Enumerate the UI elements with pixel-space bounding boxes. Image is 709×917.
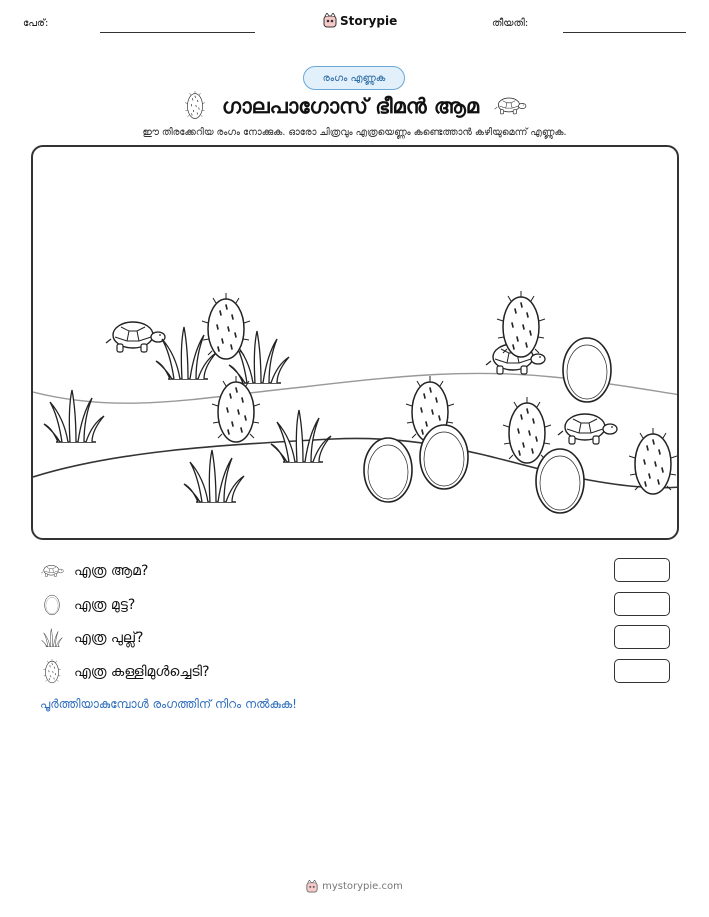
cactus	[503, 397, 551, 463]
egg	[364, 438, 412, 502]
egg	[420, 425, 468, 489]
question-text: എത്ര കള്ളിമുൾച്ചെടി?	[74, 664, 210, 680]
title-row	[0, 90, 709, 122]
site-footer	[0, 880, 709, 893]
answer-box-grass[interactable]	[614, 625, 670, 649]
name-label: പേര്:	[23, 18, 49, 29]
question-text: എത്ര പുല്ല്?	[74, 630, 144, 646]
question-text: എത്ര മുട്ട?	[74, 597, 136, 613]
instructions: ഈ തിരക്കേറിയ രംഗം നോക്കുക. ഓരോ ചിത്രവും എത്രയെണ്ണം കണ്ടെത്താൻ കഴിയുമെന്ന് എണ്ണുക.	[142, 127, 567, 138]
answer-box-eggs[interactable]	[614, 592, 670, 616]
cactus	[202, 293, 250, 359]
turtle	[106, 322, 165, 352]
answer-box-turtles[interactable]	[614, 558, 670, 582]
cactus-icon	[40, 660, 64, 684]
date-label: തീയതി:	[492, 18, 529, 29]
egg	[563, 338, 611, 402]
question-turtles	[40, 558, 670, 584]
site-url[interactable]: mystorypie.com	[322, 881, 403, 892]
grass	[271, 410, 331, 462]
cactus	[629, 428, 677, 494]
question-cactus	[40, 659, 670, 685]
cactus	[212, 376, 260, 442]
turtle-icon	[40, 559, 64, 583]
question-text: എത്ര ആമ?	[74, 563, 149, 579]
activity-badge: രംഗം എണ്ണുക	[303, 66, 405, 90]
grass	[184, 450, 244, 502]
grass	[44, 390, 104, 442]
brand-name: Storypie	[340, 13, 398, 28]
egg-icon	[40, 593, 64, 617]
scene-illustration	[33, 147, 679, 540]
question-grass	[40, 625, 670, 651]
question-eggs	[40, 592, 670, 618]
egg	[536, 449, 584, 513]
brand-logo	[323, 13, 397, 28]
counting-scene	[31, 145, 679, 540]
name-line[interactable]	[100, 32, 255, 33]
date-line[interactable]	[563, 32, 686, 33]
cactus-icon	[182, 91, 208, 121]
storypie-mascot-icon	[306, 880, 318, 893]
answer-box-cactus[interactable]	[614, 659, 670, 683]
turtle-icon	[493, 94, 527, 118]
coloring-note: പൂർത്തിയാകുമ്പോൾ രംഗത്തിന് നിറം നൽകുക!	[40, 697, 297, 711]
grass-icon	[40, 626, 64, 650]
storypie-mascot-icon	[323, 13, 337, 28]
turtle	[558, 414, 617, 444]
page-title: ഗാലപാഗോസ് ഭീമൻ ആമ	[221, 93, 480, 118]
